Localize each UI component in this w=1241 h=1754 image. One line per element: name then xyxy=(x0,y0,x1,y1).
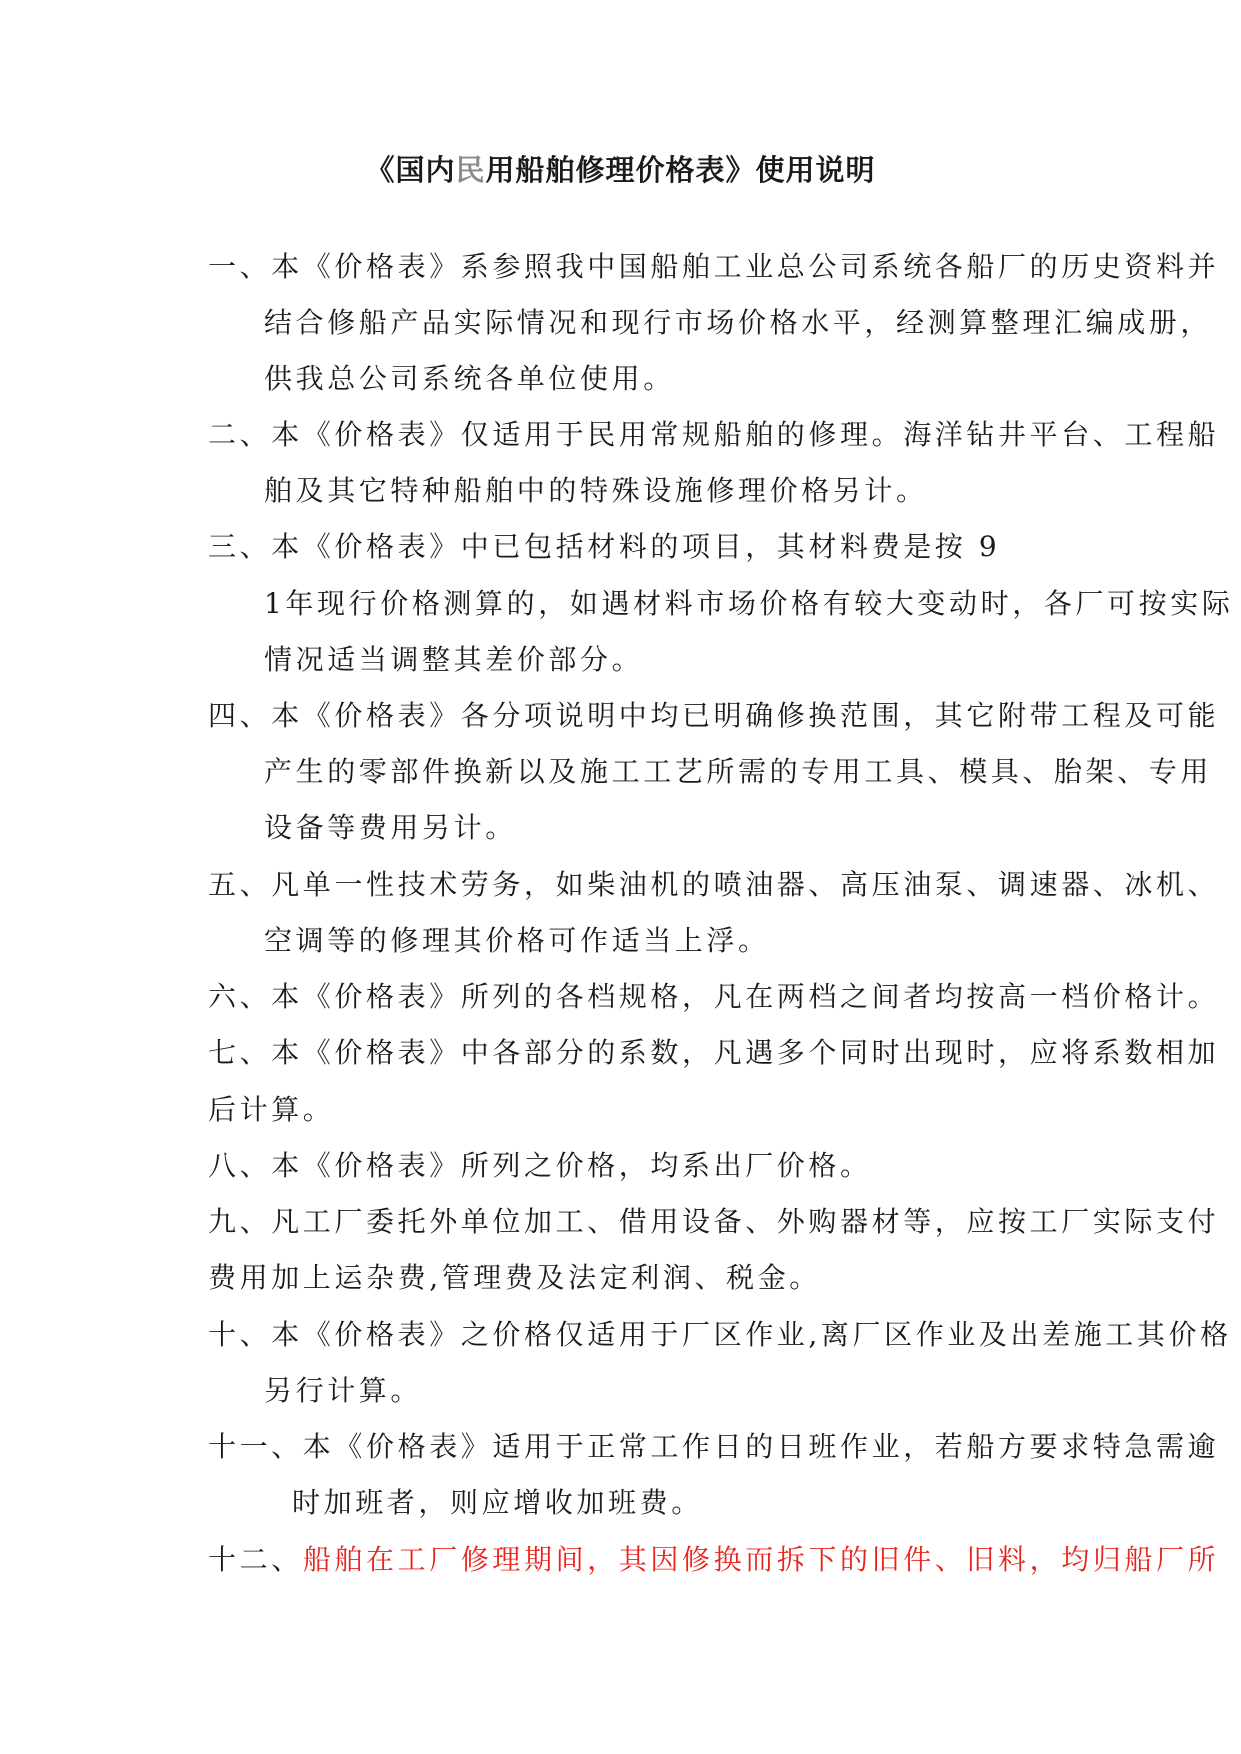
paragraph-line: 三、本《价格表》中已包括材料的项目，其材料费是按 9 xyxy=(208,530,1001,563)
paragraph-line: 情况适当调整其差价部分。 xyxy=(264,643,644,676)
title-part-1: 《国内 xyxy=(365,153,456,187)
paragraph-line: 空调等的修理其价格可作适当上浮。 xyxy=(264,924,770,957)
paragraph-line: 八、本《价格表》所列之价格，均系出厂价格。 xyxy=(208,1149,872,1182)
paragraph-line: 七、本《价格表》中各部分的系数，凡遇多个同时出现时，应将系数相加 xyxy=(208,1036,1220,1069)
paragraph-line: 六、本《价格表》所列的各档规格，凡在两档之间者均按高一档价格计。 xyxy=(208,980,1220,1013)
paragraph-line: 九、凡工厂委托外单位加工、借用设备、外购器材等，应按工厂实际支付 xyxy=(208,1205,1220,1238)
paragraph-line: 十、本《价格表》之价格仅适用于厂区作业,离厂区作业及出差施工其价格 xyxy=(208,1318,1232,1351)
paragraph-line: 另行计算。 xyxy=(264,1374,423,1407)
paragraph-line: 舶及其它特种船舶中的特殊设施修理价格另计。 xyxy=(264,474,928,507)
paragraph-line: 四、本《价格表》各分项说明中均已明确修换范围，其它附带工程及可能 xyxy=(208,699,1220,732)
paragraph-line: 产生的零部件换新以及施工工艺所需的专用工具、模具、胎架、专用 xyxy=(264,755,1213,788)
paragraph-line: 1年现行价格测算的，如遇材料市场价格有较大变动时，各厂可按实际 xyxy=(264,587,1234,620)
title-part-2: 民 xyxy=(455,153,486,187)
paragraph-line: 五、凡单一性技术劳务，如柴油机的喷油器、高压油泵、调速器、冰机、 xyxy=(208,868,1220,901)
paragraph-line: 结合修船产品实际情况和现行市场价格水平，经测算整理汇编成册， xyxy=(264,306,1213,339)
paragraph-line: 后计算。 xyxy=(208,1093,335,1126)
paragraph-line-last xyxy=(208,1538,1219,1578)
red-highlight-text: 船舶在工厂修理期间，其因修换而拆下的旧件、旧料，均归船厂所 xyxy=(302,1543,1220,1576)
title-part-3: 用船舶修理价格表》使用说明 xyxy=(485,153,876,187)
item-number: 十二、 xyxy=(208,1543,303,1576)
paragraph-line: 二、本《价格表》仅适用于民用常规船舶的修理。海洋钻井平台、工程船 xyxy=(208,418,1220,451)
paragraph-line: 设备等费用另计。 xyxy=(264,811,517,844)
paragraph-line: 费用加上运杂费,管理费及法定利润、税金。 xyxy=(208,1261,821,1294)
paragraph-line: 供我总公司系统各单位使用。 xyxy=(264,362,675,395)
paragraph-line: 时加班者，则应增收加班费。 xyxy=(292,1486,703,1519)
paragraph-line: 一、本《价格表》系参照我中国船舶工业总公司系统各船厂的历史资料并 xyxy=(208,250,1220,283)
paragraph-line: 十一、本《价格表》适用于正常工作日的日班作业，若船方要求特急需逾 xyxy=(208,1430,1220,1463)
page-title xyxy=(0,148,1241,189)
